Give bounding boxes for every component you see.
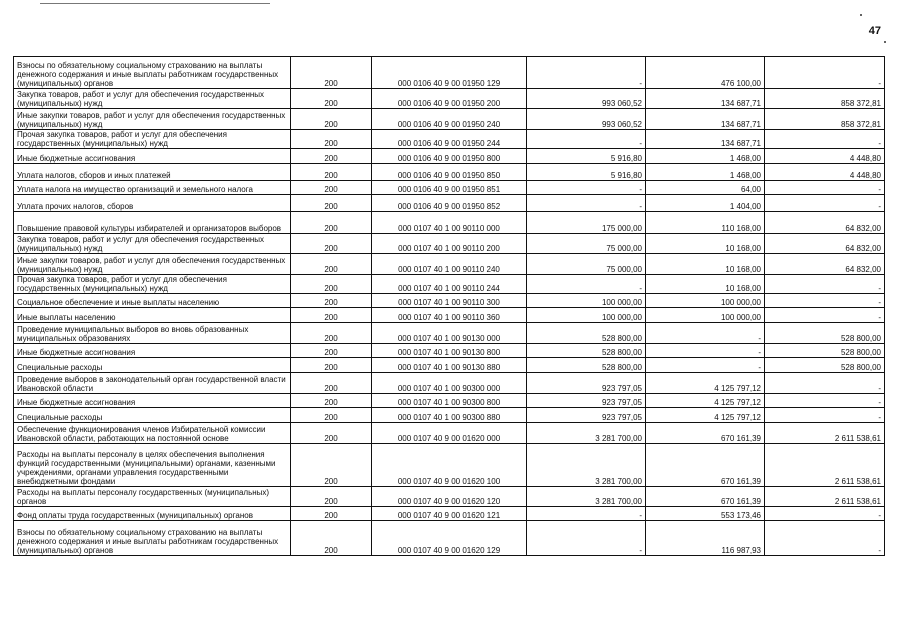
approved-amount-cell: 923 797,05 bbox=[527, 373, 646, 394]
unexecuted-amount-cell: - bbox=[765, 57, 885, 89]
unexecuted-amount-cell: 2 611 538,61 bbox=[765, 444, 885, 487]
item-name-cell: Расходы на выплаты персоналу в целях обеспечения выполнения функций государственными (муниципальными) органами, казенными учреждениями, органами управления государственными внебюджетными фондами bbox=[14, 444, 291, 487]
line-code-cell: 200 bbox=[291, 358, 372, 373]
line-code-cell: 200 bbox=[291, 487, 372, 507]
page-number: 47 bbox=[868, 25, 881, 37]
item-name-cell: Закупка товаров, работ и услуг для обеспечения государственных (муниципальных) нужд bbox=[14, 234, 291, 254]
table-row bbox=[14, 149, 885, 164]
line-code-cell: 200 bbox=[291, 294, 372, 308]
budget-code-cell: 000 0107 40 1 00 90130 880 bbox=[372, 358, 527, 373]
table-row bbox=[14, 344, 885, 358]
budget-code-cell: 000 0106 40 9 00 01950 850 bbox=[372, 164, 527, 181]
table-row bbox=[14, 195, 885, 212]
approved-amount-cell: 3 281 700,00 bbox=[527, 444, 646, 487]
item-name-cell: Прочая закупка товаров, работ и услуг для обеспечения государственных (муниципальных) нужд bbox=[14, 275, 291, 294]
executed-amount-cell: - bbox=[646, 358, 765, 373]
budget-code-cell: 000 0106 40 9 00 01950 244 bbox=[372, 130, 527, 149]
unexecuted-amount-cell: - bbox=[765, 308, 885, 323]
executed-amount-cell: 116 987,93 bbox=[646, 521, 765, 556]
budget-code-cell: 000 0107 40 9 00 01620 120 bbox=[372, 487, 527, 507]
scan-speck bbox=[860, 14, 862, 16]
table-row bbox=[14, 358, 885, 373]
item-name-cell: Иные бюджетные ассигнования bbox=[14, 149, 291, 164]
line-code-cell: 200 bbox=[291, 212, 372, 234]
budget-code-cell: 000 0106 40 9 00 01950 129 bbox=[372, 57, 527, 89]
table-row bbox=[14, 89, 885, 109]
approved-amount-cell: 5 916,80 bbox=[527, 164, 646, 181]
unexecuted-amount-cell: - bbox=[765, 294, 885, 308]
item-name-cell: Уплата прочих налогов, сборов bbox=[14, 195, 291, 212]
unexecuted-amount-cell: 4 448,80 bbox=[765, 149, 885, 164]
unexecuted-amount-cell: 2 611 538,61 bbox=[765, 487, 885, 507]
item-name-cell: Уплата налога на имущество организаций и земельного налога bbox=[14, 181, 291, 195]
line-code-cell: 200 bbox=[291, 195, 372, 212]
executed-amount-cell: 110 168,00 bbox=[646, 212, 765, 234]
budget-code-cell: 000 0107 40 1 00 90110 000 bbox=[372, 212, 527, 234]
line-code-cell: 200 bbox=[291, 234, 372, 254]
line-code-cell: 200 bbox=[291, 521, 372, 556]
executed-amount-cell: 4 125 797,12 bbox=[646, 373, 765, 394]
table-row bbox=[14, 521, 885, 556]
line-code-cell: 200 bbox=[291, 57, 372, 89]
unexecuted-amount-cell: - bbox=[765, 394, 885, 408]
executed-amount-cell: 1 468,00 bbox=[646, 164, 765, 181]
approved-amount-cell: - bbox=[527, 181, 646, 195]
unexecuted-amount-cell: - bbox=[765, 373, 885, 394]
budget-code-cell: 000 0107 40 9 00 01620 129 bbox=[372, 521, 527, 556]
line-code-cell: 200 bbox=[291, 181, 372, 195]
table-row bbox=[14, 487, 885, 507]
table-row bbox=[14, 254, 885, 275]
budget-code-cell: 000 0107 40 9 00 01620 121 bbox=[372, 507, 527, 521]
executed-amount-cell: 134 687,71 bbox=[646, 89, 765, 109]
budget-code-cell: 000 0106 40 9 00 01950 200 bbox=[372, 89, 527, 109]
executed-amount-cell: 476 100,00 bbox=[646, 57, 765, 89]
approved-amount-cell: 923 797,05 bbox=[527, 408, 646, 423]
budget-code-cell: 000 0107 40 1 00 90130 000 bbox=[372, 323, 527, 344]
unexecuted-amount-cell: - bbox=[765, 408, 885, 423]
table-row bbox=[14, 507, 885, 521]
line-code-cell: 200 bbox=[291, 109, 372, 130]
table-row bbox=[14, 57, 885, 89]
unexecuted-amount-cell: 64 832,00 bbox=[765, 254, 885, 275]
item-name-cell: Иные выплаты населению bbox=[14, 308, 291, 323]
table-row bbox=[14, 109, 885, 130]
approved-amount-cell: - bbox=[527, 195, 646, 212]
approved-amount-cell: - bbox=[527, 57, 646, 89]
budget-code-cell: 000 0107 40 1 00 90300 000 bbox=[372, 373, 527, 394]
budget-code-cell: 000 0107 40 1 00 90300 880 bbox=[372, 408, 527, 423]
approved-amount-cell: 75 000,00 bbox=[527, 254, 646, 275]
unexecuted-amount-cell: 528 800,00 bbox=[765, 344, 885, 358]
executed-amount-cell: 670 161,39 bbox=[646, 423, 765, 444]
budget-code-cell: 000 0107 40 1 00 90110 200 bbox=[372, 234, 527, 254]
table-row bbox=[14, 181, 885, 195]
approved-amount-cell: 923 797,05 bbox=[527, 394, 646, 408]
line-code-cell: 200 bbox=[291, 373, 372, 394]
unexecuted-amount-cell: 4 448,80 bbox=[765, 164, 885, 181]
approved-amount-cell: 528 800,00 bbox=[527, 323, 646, 344]
item-name-cell: Проведение муниципальных выборов во вновь образованных муниципальных образованиях bbox=[14, 323, 291, 344]
approved-amount-cell: 528 800,00 bbox=[527, 344, 646, 358]
line-code-cell: 200 bbox=[291, 308, 372, 323]
approved-amount-cell: 5 916,80 bbox=[527, 149, 646, 164]
unexecuted-amount-cell: - bbox=[765, 130, 885, 149]
budget-code-cell: 000 0107 40 9 00 01620 100 bbox=[372, 444, 527, 487]
item-name-cell: Обеспечение функционирования членов Избирательной комиссии Ивановской области, работающих на постоянной основе bbox=[14, 423, 291, 444]
scan-speck bbox=[884, 41, 886, 43]
table-body bbox=[14, 57, 885, 556]
executed-amount-cell: - bbox=[646, 323, 765, 344]
item-name-cell: Социальное обеспечение и иные выплаты населению bbox=[14, 294, 291, 308]
unexecuted-amount-cell: - bbox=[765, 275, 885, 294]
table-row bbox=[14, 423, 885, 444]
unexecuted-amount-cell: - bbox=[765, 181, 885, 195]
item-name-cell: Уплата налогов, сборов и иных платежей bbox=[14, 164, 291, 181]
item-name-cell: Иные бюджетные ассигнования bbox=[14, 344, 291, 358]
table-row bbox=[14, 308, 885, 323]
budget-code-cell: 000 0106 40 9 00 01950 240 bbox=[372, 109, 527, 130]
executed-amount-cell: 1 404,00 bbox=[646, 195, 765, 212]
item-name-cell: Повышение правовой культуры избирателей и организаторов выборов bbox=[14, 212, 291, 234]
line-code-cell: 200 bbox=[291, 89, 372, 109]
executed-amount-cell: 670 161,39 bbox=[646, 444, 765, 487]
approved-amount-cell: - bbox=[527, 507, 646, 521]
executed-amount-cell: 670 161,39 bbox=[646, 487, 765, 507]
unexecuted-amount-cell: - bbox=[765, 521, 885, 556]
executed-amount-cell: 553 173,46 bbox=[646, 507, 765, 521]
executed-amount-cell: 100 000,00 bbox=[646, 308, 765, 323]
table-row bbox=[14, 373, 885, 394]
executed-amount-cell: - bbox=[646, 344, 765, 358]
approved-amount-cell: 100 000,00 bbox=[527, 308, 646, 323]
table-row bbox=[14, 275, 885, 294]
executed-amount-cell: 134 687,71 bbox=[646, 109, 765, 130]
executed-amount-cell: 10 168,00 bbox=[646, 234, 765, 254]
unexecuted-amount-cell: - bbox=[765, 507, 885, 521]
unexecuted-amount-cell: - bbox=[765, 195, 885, 212]
budget-code-cell: 000 0107 40 1 00 90110 244 bbox=[372, 275, 527, 294]
line-code-cell: 200 bbox=[291, 323, 372, 344]
item-name-cell: Иные бюджетные ассигнования bbox=[14, 394, 291, 408]
budget-code-cell: 000 0107 40 1 00 90110 300 bbox=[372, 294, 527, 308]
line-code-cell: 200 bbox=[291, 275, 372, 294]
table-row bbox=[14, 212, 885, 234]
unexecuted-amount-cell: 64 832,00 bbox=[765, 212, 885, 234]
item-name-cell: Иные закупки товаров, работ и услуг для обеспечения государственных (муниципальных) нужд bbox=[14, 109, 291, 130]
table-row bbox=[14, 164, 885, 181]
line-code-cell: 200 bbox=[291, 254, 372, 275]
item-name-cell: Иные закупки товаров, работ и услуг для обеспечения государственных (муниципальных) нужд bbox=[14, 254, 291, 275]
executed-amount-cell: 4 125 797,12 bbox=[646, 408, 765, 423]
budget-code-cell: 000 0107 40 9 00 01620 000 bbox=[372, 423, 527, 444]
item-name-cell: Специальные расходы bbox=[14, 358, 291, 373]
item-name-cell: Специальные расходы bbox=[14, 408, 291, 423]
unexecuted-amount-cell: 858 372,81 bbox=[765, 89, 885, 109]
executed-amount-cell: 10 168,00 bbox=[646, 254, 765, 275]
table-row bbox=[14, 408, 885, 423]
line-code-cell: 200 bbox=[291, 164, 372, 181]
line-code-cell: 200 bbox=[291, 344, 372, 358]
budget-execution-table bbox=[13, 56, 885, 556]
line-code-cell: 200 bbox=[291, 423, 372, 444]
item-name-cell: Взносы по обязательному социальному страхованию на выплаты денежного содержания и иные выплаты работникам государственных (муниципальных) органов bbox=[14, 521, 291, 556]
budget-code-cell: 000 0107 40 1 00 90130 800 bbox=[372, 344, 527, 358]
unexecuted-amount-cell: 2 611 538,61 bbox=[765, 423, 885, 444]
budget-code-cell: 000 0106 40 9 00 01950 851 bbox=[372, 181, 527, 195]
approved-amount-cell: 528 800,00 bbox=[527, 358, 646, 373]
approved-amount-cell: 3 281 700,00 bbox=[527, 487, 646, 507]
item-name-cell: Закупка товаров, работ и услуг для обеспечения государственных (муниципальных) нужд bbox=[14, 89, 291, 109]
budget-code-cell: 000 0106 40 9 00 01950 800 bbox=[372, 149, 527, 164]
approved-amount-cell: 993 060,52 bbox=[527, 89, 646, 109]
approved-amount-cell: 75 000,00 bbox=[527, 234, 646, 254]
line-code-cell: 200 bbox=[291, 444, 372, 487]
table-row bbox=[14, 323, 885, 344]
budget-code-cell: 000 0106 40 9 00 01950 852 bbox=[372, 195, 527, 212]
item-name-cell: Взносы по обязательному социальному страхованию на выплаты денежного содержания и иные выплаты работникам государственных (муниципальных) органов bbox=[14, 57, 291, 89]
unexecuted-amount-cell: 858 372,81 bbox=[765, 109, 885, 130]
top-rule bbox=[40, 3, 270, 4]
unexecuted-amount-cell: 64 832,00 bbox=[765, 234, 885, 254]
approved-amount-cell: - bbox=[527, 130, 646, 149]
table-row bbox=[14, 294, 885, 308]
approved-amount-cell: 993 060,52 bbox=[527, 109, 646, 130]
item-name-cell: Фонд оплаты труда государственных (муниципальных) органов bbox=[14, 507, 291, 521]
unexecuted-amount-cell: 528 800,00 bbox=[765, 358, 885, 373]
line-code-cell: 200 bbox=[291, 507, 372, 521]
table-row bbox=[14, 394, 885, 408]
table-row bbox=[14, 444, 885, 487]
item-name-cell: Проведение выборов в законодательный орган государственной власти Ивановской области bbox=[14, 373, 291, 394]
approved-amount-cell: - bbox=[527, 275, 646, 294]
executed-amount-cell: 10 168,00 bbox=[646, 275, 765, 294]
item-name-cell: Расходы на выплаты персоналу государственных (муниципальных) органов bbox=[14, 487, 291, 507]
budget-code-cell: 000 0107 40 1 00 90110 360 bbox=[372, 308, 527, 323]
line-code-cell: 200 bbox=[291, 149, 372, 164]
executed-amount-cell: 1 468,00 bbox=[646, 149, 765, 164]
executed-amount-cell: 134 687,71 bbox=[646, 130, 765, 149]
line-code-cell: 200 bbox=[291, 130, 372, 149]
approved-amount-cell: 100 000,00 bbox=[527, 294, 646, 308]
item-name-cell: Прочая закупка товаров, работ и услуг для обеспечения государственных (муниципальных) нужд bbox=[14, 130, 291, 149]
table-row bbox=[14, 234, 885, 254]
approved-amount-cell: - bbox=[527, 521, 646, 556]
approved-amount-cell: 175 000,00 bbox=[527, 212, 646, 234]
executed-amount-cell: 64,00 bbox=[646, 181, 765, 195]
line-code-cell: 200 bbox=[291, 394, 372, 408]
approved-amount-cell: 3 281 700,00 bbox=[527, 423, 646, 444]
budget-code-cell: 000 0107 40 1 00 90110 240 bbox=[372, 254, 527, 275]
budget-code-cell: 000 0107 40 1 00 90300 800 bbox=[372, 394, 527, 408]
table-row bbox=[14, 130, 885, 149]
executed-amount-cell: 4 125 797,12 bbox=[646, 394, 765, 408]
executed-amount-cell: 100 000,00 bbox=[646, 294, 765, 308]
line-code-cell: 200 bbox=[291, 408, 372, 423]
unexecuted-amount-cell: 528 800,00 bbox=[765, 323, 885, 344]
